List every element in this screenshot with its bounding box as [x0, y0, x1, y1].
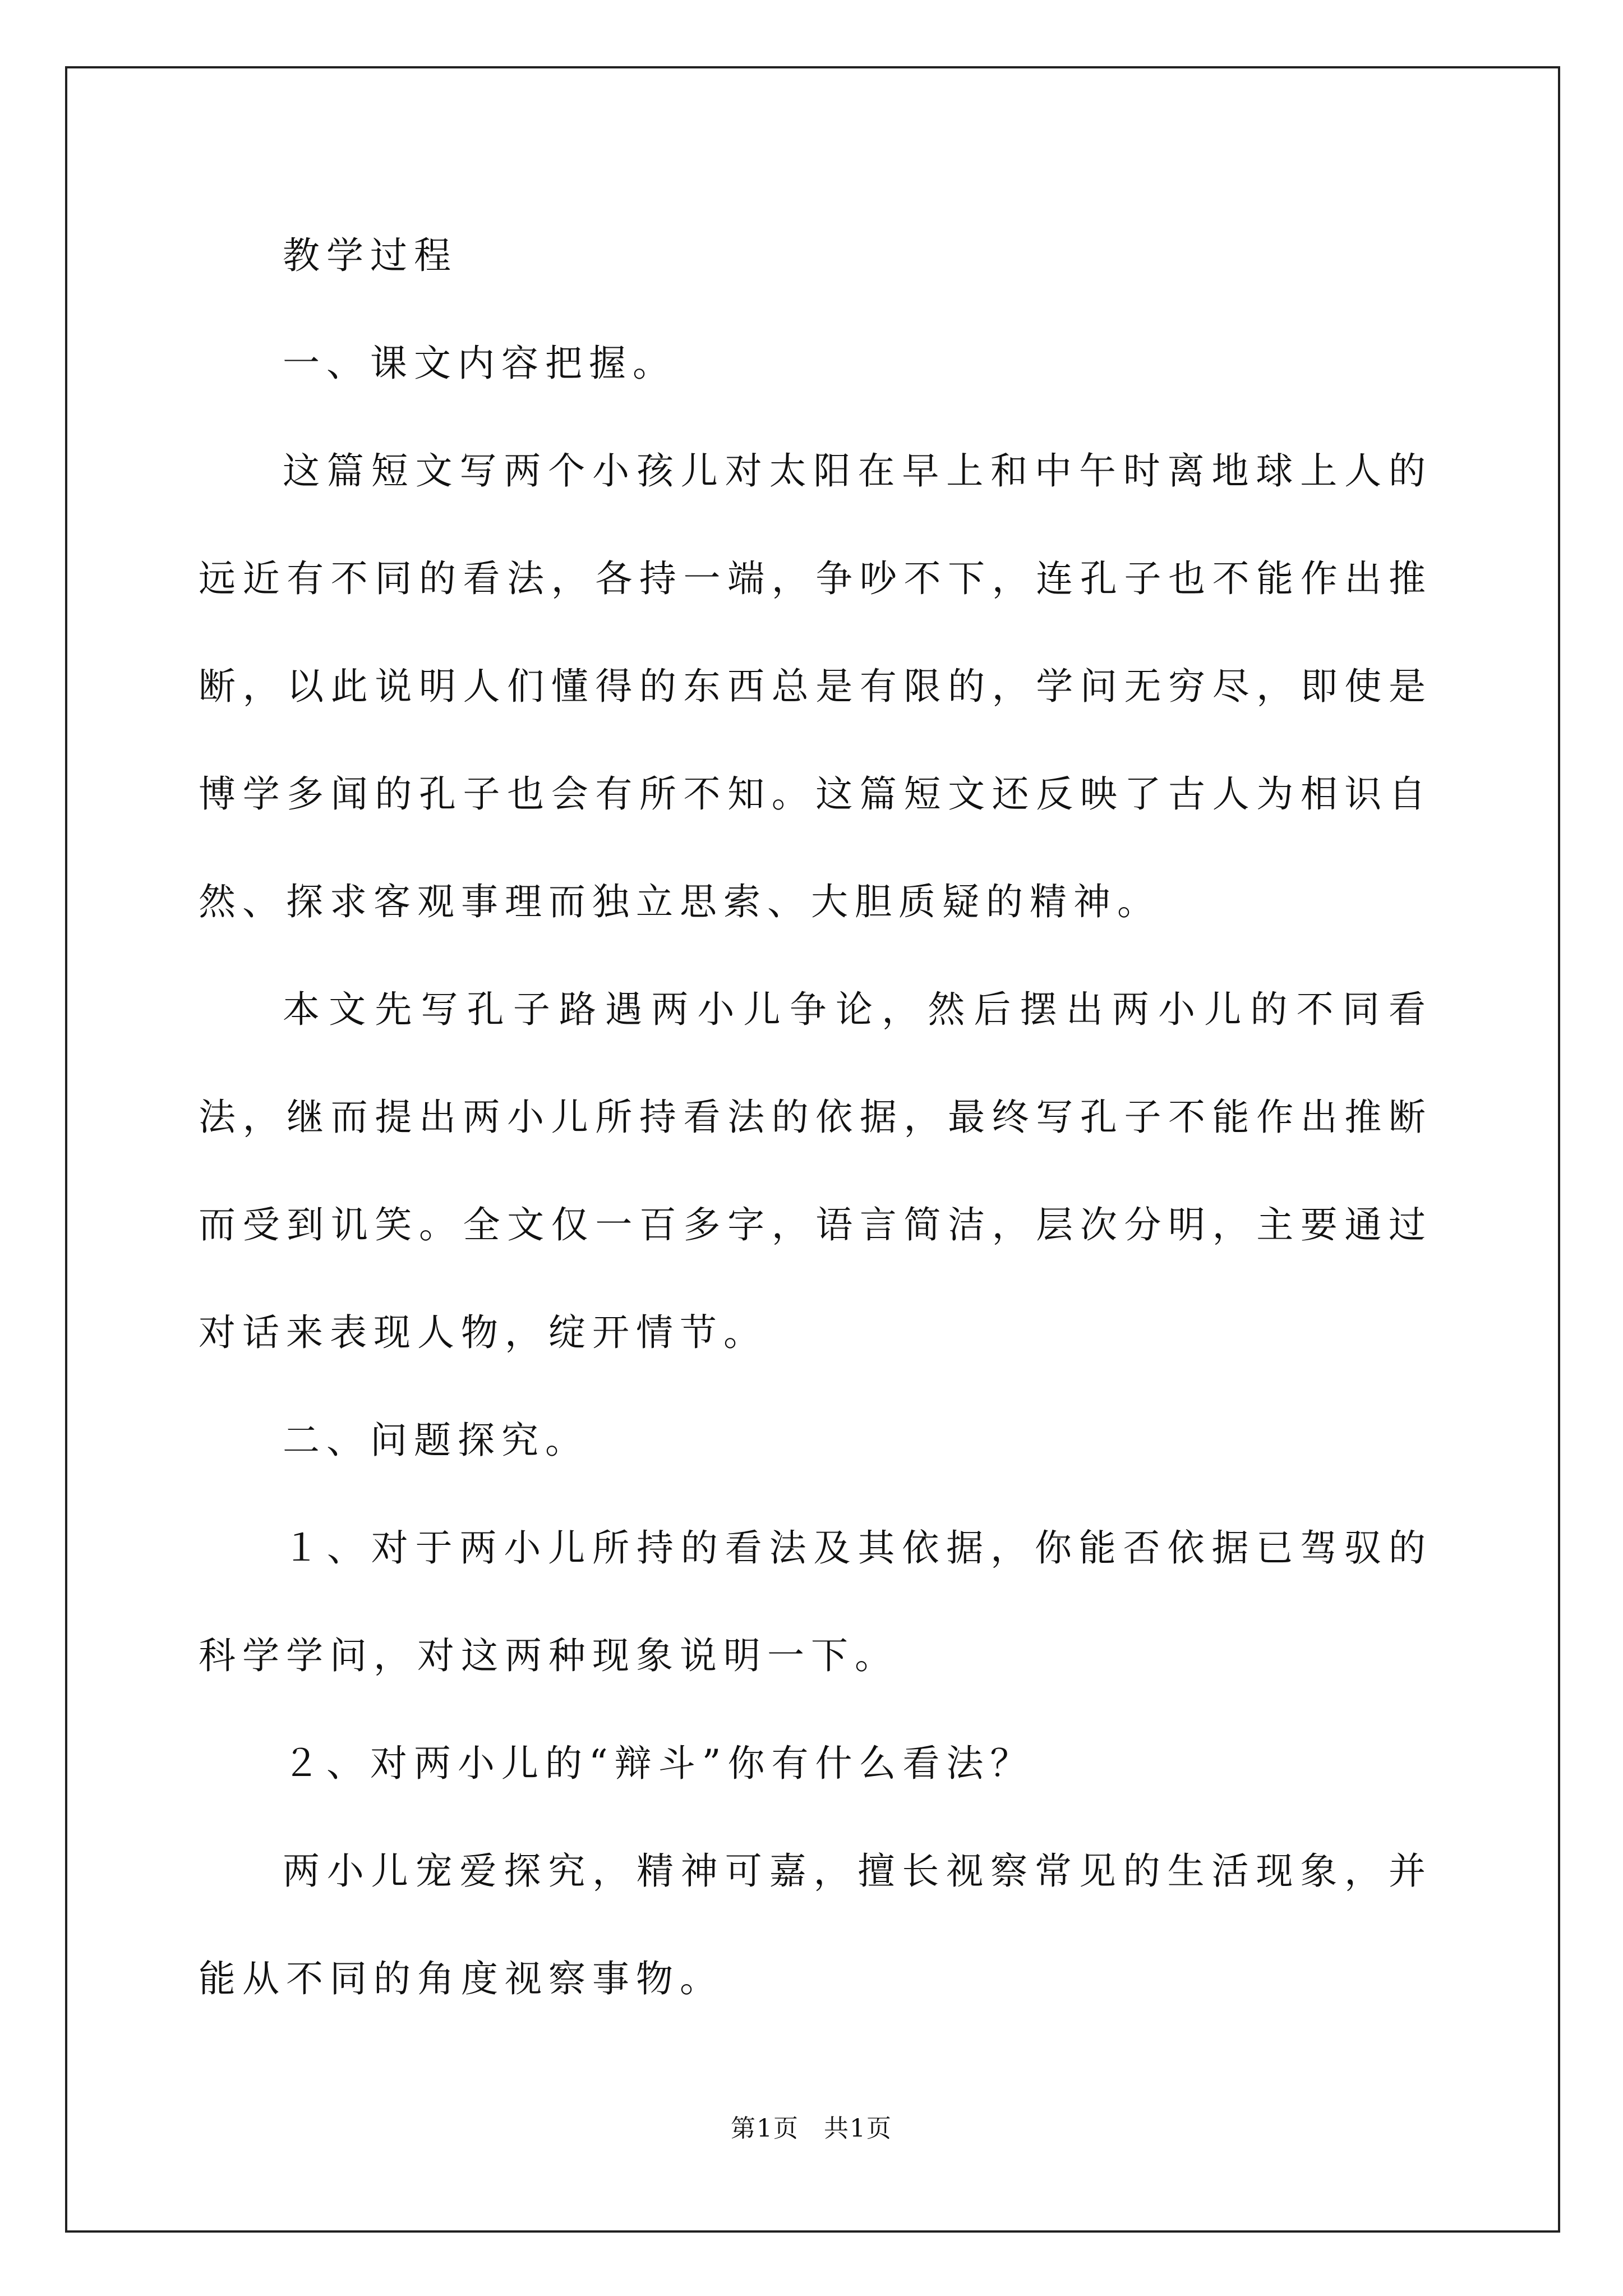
- body-paragraph: 这篇短文写两个小孩儿对太阳在早上和中午时离地球上人的远近有不同的看法，各持一端，争吵不下，连孔子也不能作出推断，以此说明人们懂得的东西总是有限的，学问无穷尽，即使是博学多闻的孔子也会有所不知。这篇短文还反映了古人为相识自然、探求客观事理而独立思索、大胆质疑的精神。: [199, 449, 1432, 923]
- body-paragraph: 两小儿宠爱探究，精神可嘉，擅长视察常见的生活现象，并能从不同的角度视察事物。: [199, 1849, 1432, 2000]
- page-number-current: 第1页: [731, 2114, 799, 2143]
- question-item: １、对于两小儿所持的看法及其依据，你能否依据已驾驭的科学学问，对这两种现象说明一下。: [199, 1526, 1432, 1677]
- section-heading: 一、课文内容把握。: [283, 342, 676, 385]
- section-heading: 二、问题探究。: [283, 1419, 589, 1462]
- page-number-total: 共1页: [824, 2114, 892, 2143]
- document-body: [199, 202, 1432, 2033]
- section-heading: 教学过程: [283, 234, 458, 277]
- body-paragraph: 本文先写孔子路遇两小儿争论，然后摆出两小儿的不同看法，继而提出两小儿所持看法的依据，最终写孔子不能作出推断而受到讥笑。全文仅一百多字，语言简洁，层次分明，主要通过对话来表现人物，绽开情节。: [199, 988, 1432, 1354]
- question-item: ２、对两小儿的“辩斗”你有什么看法？: [283, 1742, 1034, 1785]
- page-footer: [0, 2108, 1623, 2144]
